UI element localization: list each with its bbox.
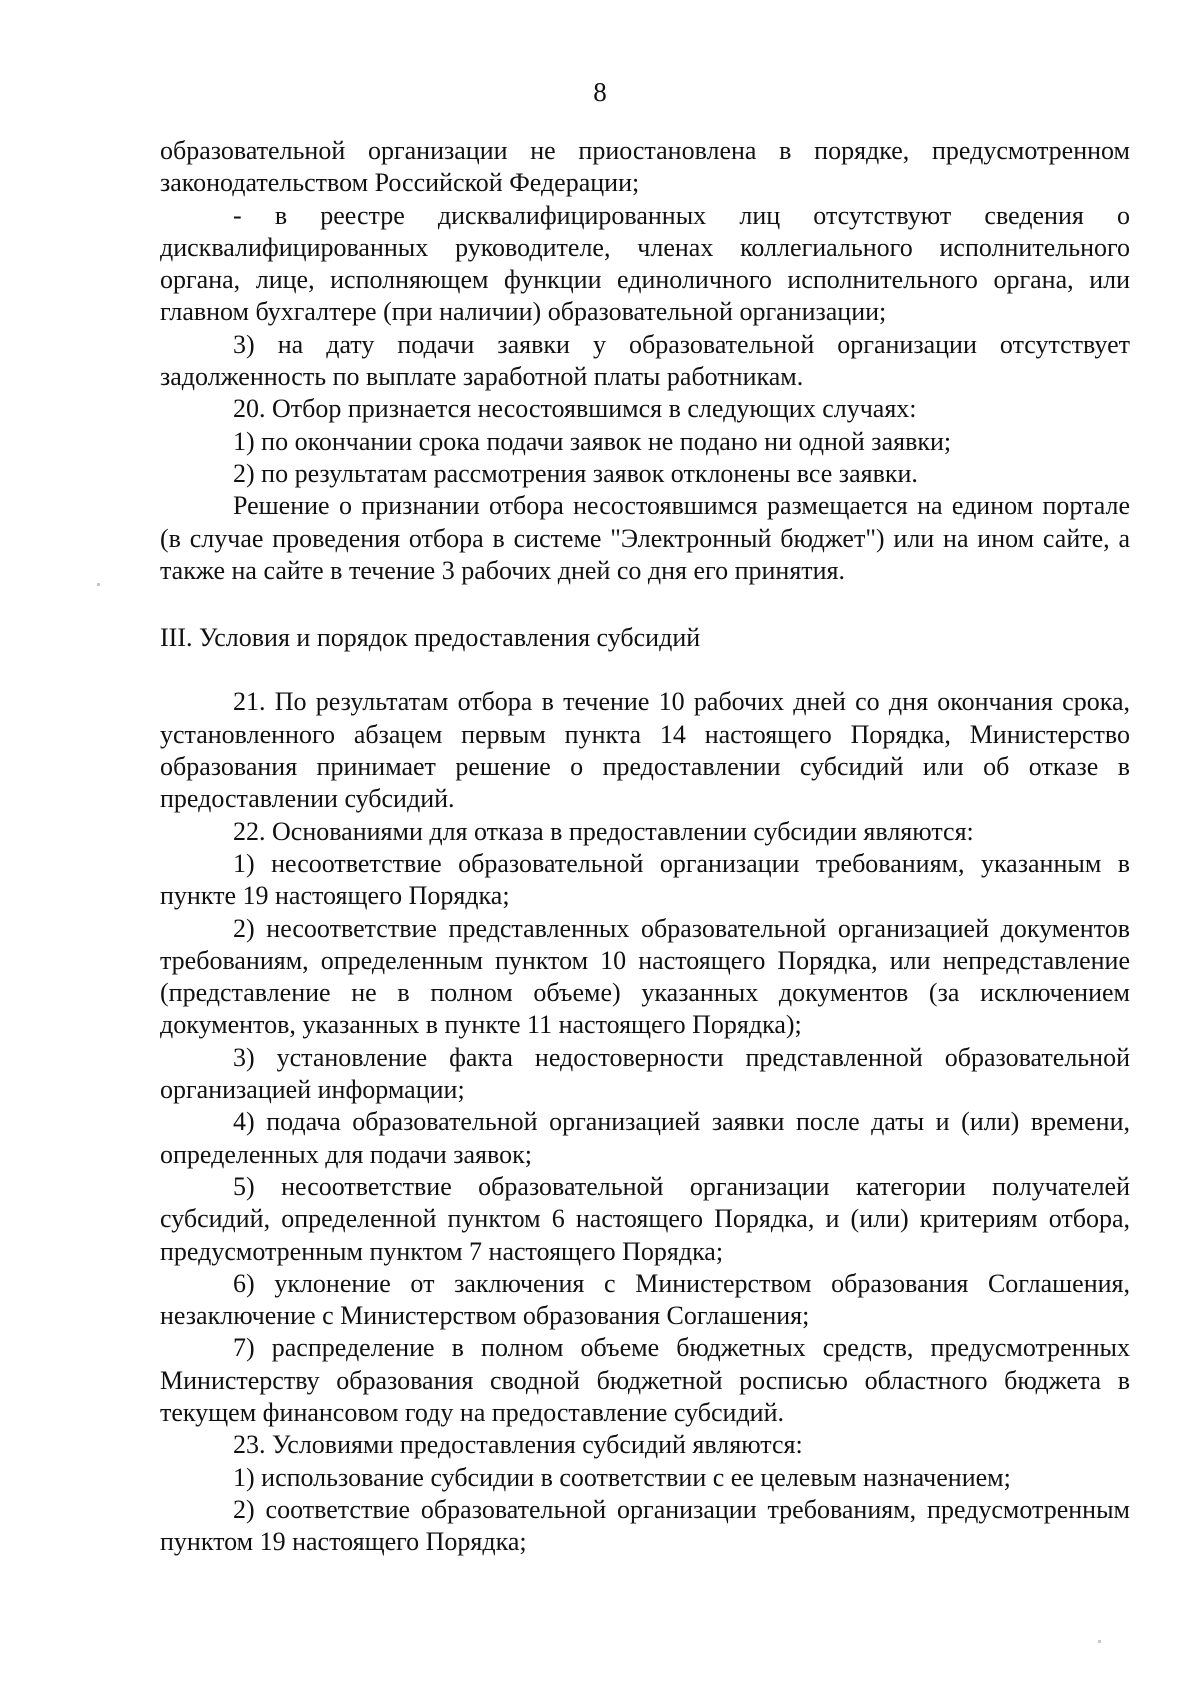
- paragraph-clause-22-item-7: 7) распределение в полном объеме бюджетных средств, предусмотренных Министерству образования сводной бюджетной росписью областного бюджета в текущем финансовом году на предоставление субсидий.: [160, 1333, 1130, 1427]
- paragraph-clause-22-item-4: 4) подача образовательной организацией заявки после даты и (или) времени, определенных для подачи заявок;: [160, 1107, 1130, 1169]
- paragraph-decision-publication: Решение о признании отбора несостоявшимся размещается на едином портале (в случае проведения отбора в системе "Электронный бюджет") или на ином сайте, а также на сайте в течение 3 рабочих дней со дня его принятия.: [160, 491, 1130, 585]
- scan-speck: [1098, 1640, 1101, 1643]
- paragraph-disqualified-registry: - в реестре дисквалифицированных лиц отсутствуют сведения о дисквалифицированных руководителе, членах коллегиального исполнительного органа, лице, исполняющем функции единоличного исполнительного органа, или главном бухгалтере (при наличии) образовательной организации;: [160, 200, 1130, 327]
- paragraph-clause-22-item-6: 6) уклонение от заключения с Министерством образования Соглашения, незаключение с Министерством образования Соглашения;: [160, 1268, 1130, 1331]
- paragraph-clause-22-item-2: 2) несоответствие представленных образовательной организацией документов требованиям, определенным пунктом 10 настоящего Порядка, или непредставление (представление не в полном объеме) указанных документов (за исключением документов, указанных в пункте 11 настоящего Порядка);: [160, 913, 1130, 1040]
- paragraph-clause-22-item-1: 1) несоответствие образовательной организации требованиям, указанным в пункте 19 настоящего Порядка;: [160, 848, 1130, 911]
- page-number: 8: [593, 77, 607, 107]
- scan-speck: [97, 583, 100, 586]
- paragraph-item-3-wage-debt: 3) на дату подачи заявки у образовательной организации отсутствует задолженность по выплате заработной платы работникам.: [160, 329, 1130, 392]
- paragraph-clause-20-item-2: 2) по результатам рассмотрения заявок отклонены все заявки.: [233, 458, 918, 488]
- paragraph-clause-23-item-2: 2) соответствие образовательной организации требованиям, предусмотренным пунктом 19 настоящего Порядка;: [160, 1494, 1130, 1557]
- paragraph-clause-22: 22. Основаниями для отказа в предоставлении субсидии являются:: [233, 816, 974, 846]
- paragraph-clause-21: 21. По результатам отбора в течение 10 рабочих дней со дня окончания срока, установленного абзацем первым пункта 14 настоящего Порядка, Министерство образования принимает решение о предоставлении субсидий или об отказе в предоставлении субсидий.: [160, 687, 1130, 814]
- paragraph-clause-22-item-5: 5) несоответствие образовательной организации категории получателей субсидий, определенной пунктом 6 настоящего Порядка, и (или) критериям отбора, предусмотренным пунктом 7 настоящего Порядка;: [160, 1171, 1130, 1266]
- paragraph-clause-20-item-1: 1) по окончании срока подачи заявок не подано ни одной заявки;: [233, 426, 952, 456]
- body-text: [160, 135, 1130, 1558]
- paragraph-clause-20: 20. Отбор признается несостоявшимся в следующих случаях:: [233, 394, 917, 424]
- paragraph-clause-23: 23. Условиями предоставления субсидий являются:: [233, 1430, 803, 1460]
- paragraph-clause-23-item-1: 1) использование субсидии в соответствии с ее целевым назначением;: [233, 1462, 1011, 1492]
- paragraph-continuation: образовательной организации не приостановлена в порядке, предусмотренном законодательством Российской Федерации;: [160, 136, 1130, 198]
- section-heading: III. Условия и порядок предоставления субсидий: [160, 623, 701, 653]
- paragraph-clause-22-item-3: 3) установление факта недостоверности представленной образовательной организацией информации;: [160, 1042, 1130, 1105]
